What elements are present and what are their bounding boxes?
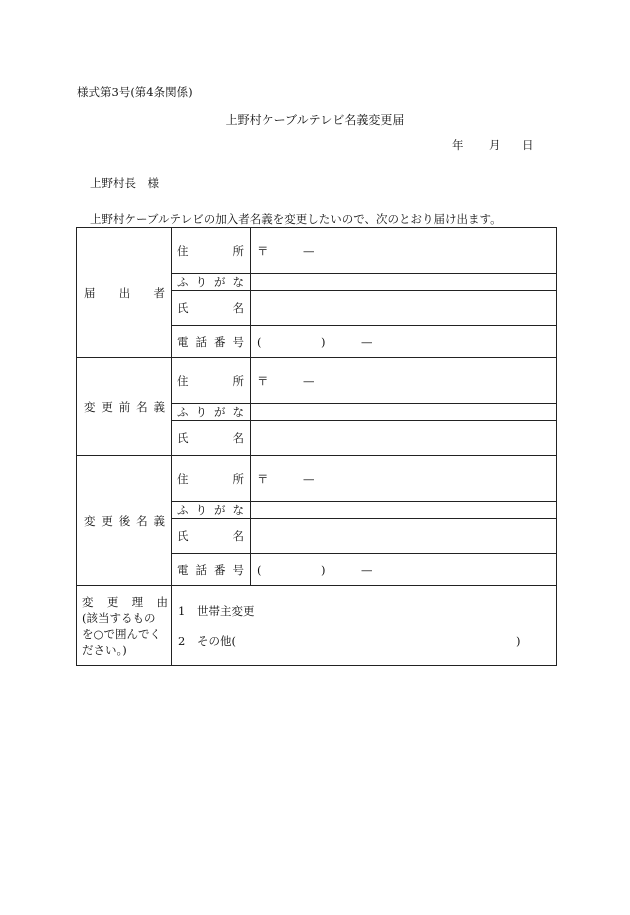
form-title: 上野村ケーブルテレビ名義変更届: [225, 113, 405, 127]
phone-label: 電 話 番 号: [172, 554, 251, 586]
before-section-label: 変 更 前 名 義: [77, 358, 172, 456]
furigana-label: ふ り が な: [172, 502, 251, 519]
intro-text: 上野村ケーブルテレビの加入者名義を変更したいので、次のとおり届け出ます。: [90, 212, 502, 226]
address-label: 住 所: [172, 358, 251, 404]
postal-dash: —: [303, 373, 315, 388]
reason-option-other[interactable]: 2 その他( ): [178, 633, 521, 648]
furigana-label: ふ り が な: [172, 274, 251, 291]
phone-open-paren: (: [257, 562, 262, 577]
phone-open-paren: (: [257, 334, 262, 349]
reason-other-close-paren: ): [516, 633, 521, 648]
postal-dash: —: [303, 243, 315, 258]
furigana-label: ふ り が な: [172, 404, 251, 421]
postal-mark: 〒: [257, 471, 269, 486]
before-address-field[interactable]: [251, 358, 557, 404]
reason-options: [172, 586, 557, 666]
after-address-field[interactable]: [251, 456, 557, 502]
applicant-name-field[interactable]: [251, 291, 557, 326]
phone-close-paren: ): [321, 562, 326, 577]
name-label: 氏 名: [172, 421, 251, 456]
phone-dash: —: [361, 562, 373, 577]
postal-dash: —: [303, 471, 315, 486]
addressee: 上野村長 様: [90, 176, 159, 190]
address-label: 住 所: [172, 456, 251, 502]
after-section-label: 変 更 後 名 義: [77, 456, 172, 586]
phone-close-paren: ): [321, 334, 326, 349]
applicant-address-field[interactable]: [251, 228, 557, 274]
applicant-phone-field[interactable]: [251, 326, 557, 358]
form-table: [76, 227, 557, 666]
after-phone-field[interactable]: [251, 554, 557, 586]
after-name-field[interactable]: [251, 519, 557, 554]
phone-label: 電 話 番 号: [172, 326, 251, 358]
reason-label: 変 更 理 由 (該当するもの を○で囲んでく ださい。): [77, 586, 172, 666]
postal-mark: 〒: [257, 373, 269, 388]
phone-dash: —: [361, 334, 373, 349]
reason-option-household-head[interactable]: 1 世帯主変更: [178, 603, 255, 618]
form-number: 様式第3号(第4条関係): [77, 85, 193, 99]
before-furigana-field[interactable]: [251, 404, 557, 421]
before-name-field[interactable]: [251, 421, 557, 456]
date-year-label: 年: [452, 138, 464, 152]
name-label: 氏 名: [172, 291, 251, 326]
applicant-furigana-field[interactable]: [251, 274, 557, 291]
applicant-section-label: 届 出 者: [77, 228, 172, 358]
after-furigana-field[interactable]: [251, 502, 557, 519]
date-day-label: 日: [522, 138, 534, 152]
address-label: 住 所: [172, 228, 251, 274]
postal-mark: 〒: [257, 243, 269, 258]
date-month-label: 月: [489, 138, 501, 152]
name-label: 氏 名: [172, 519, 251, 554]
